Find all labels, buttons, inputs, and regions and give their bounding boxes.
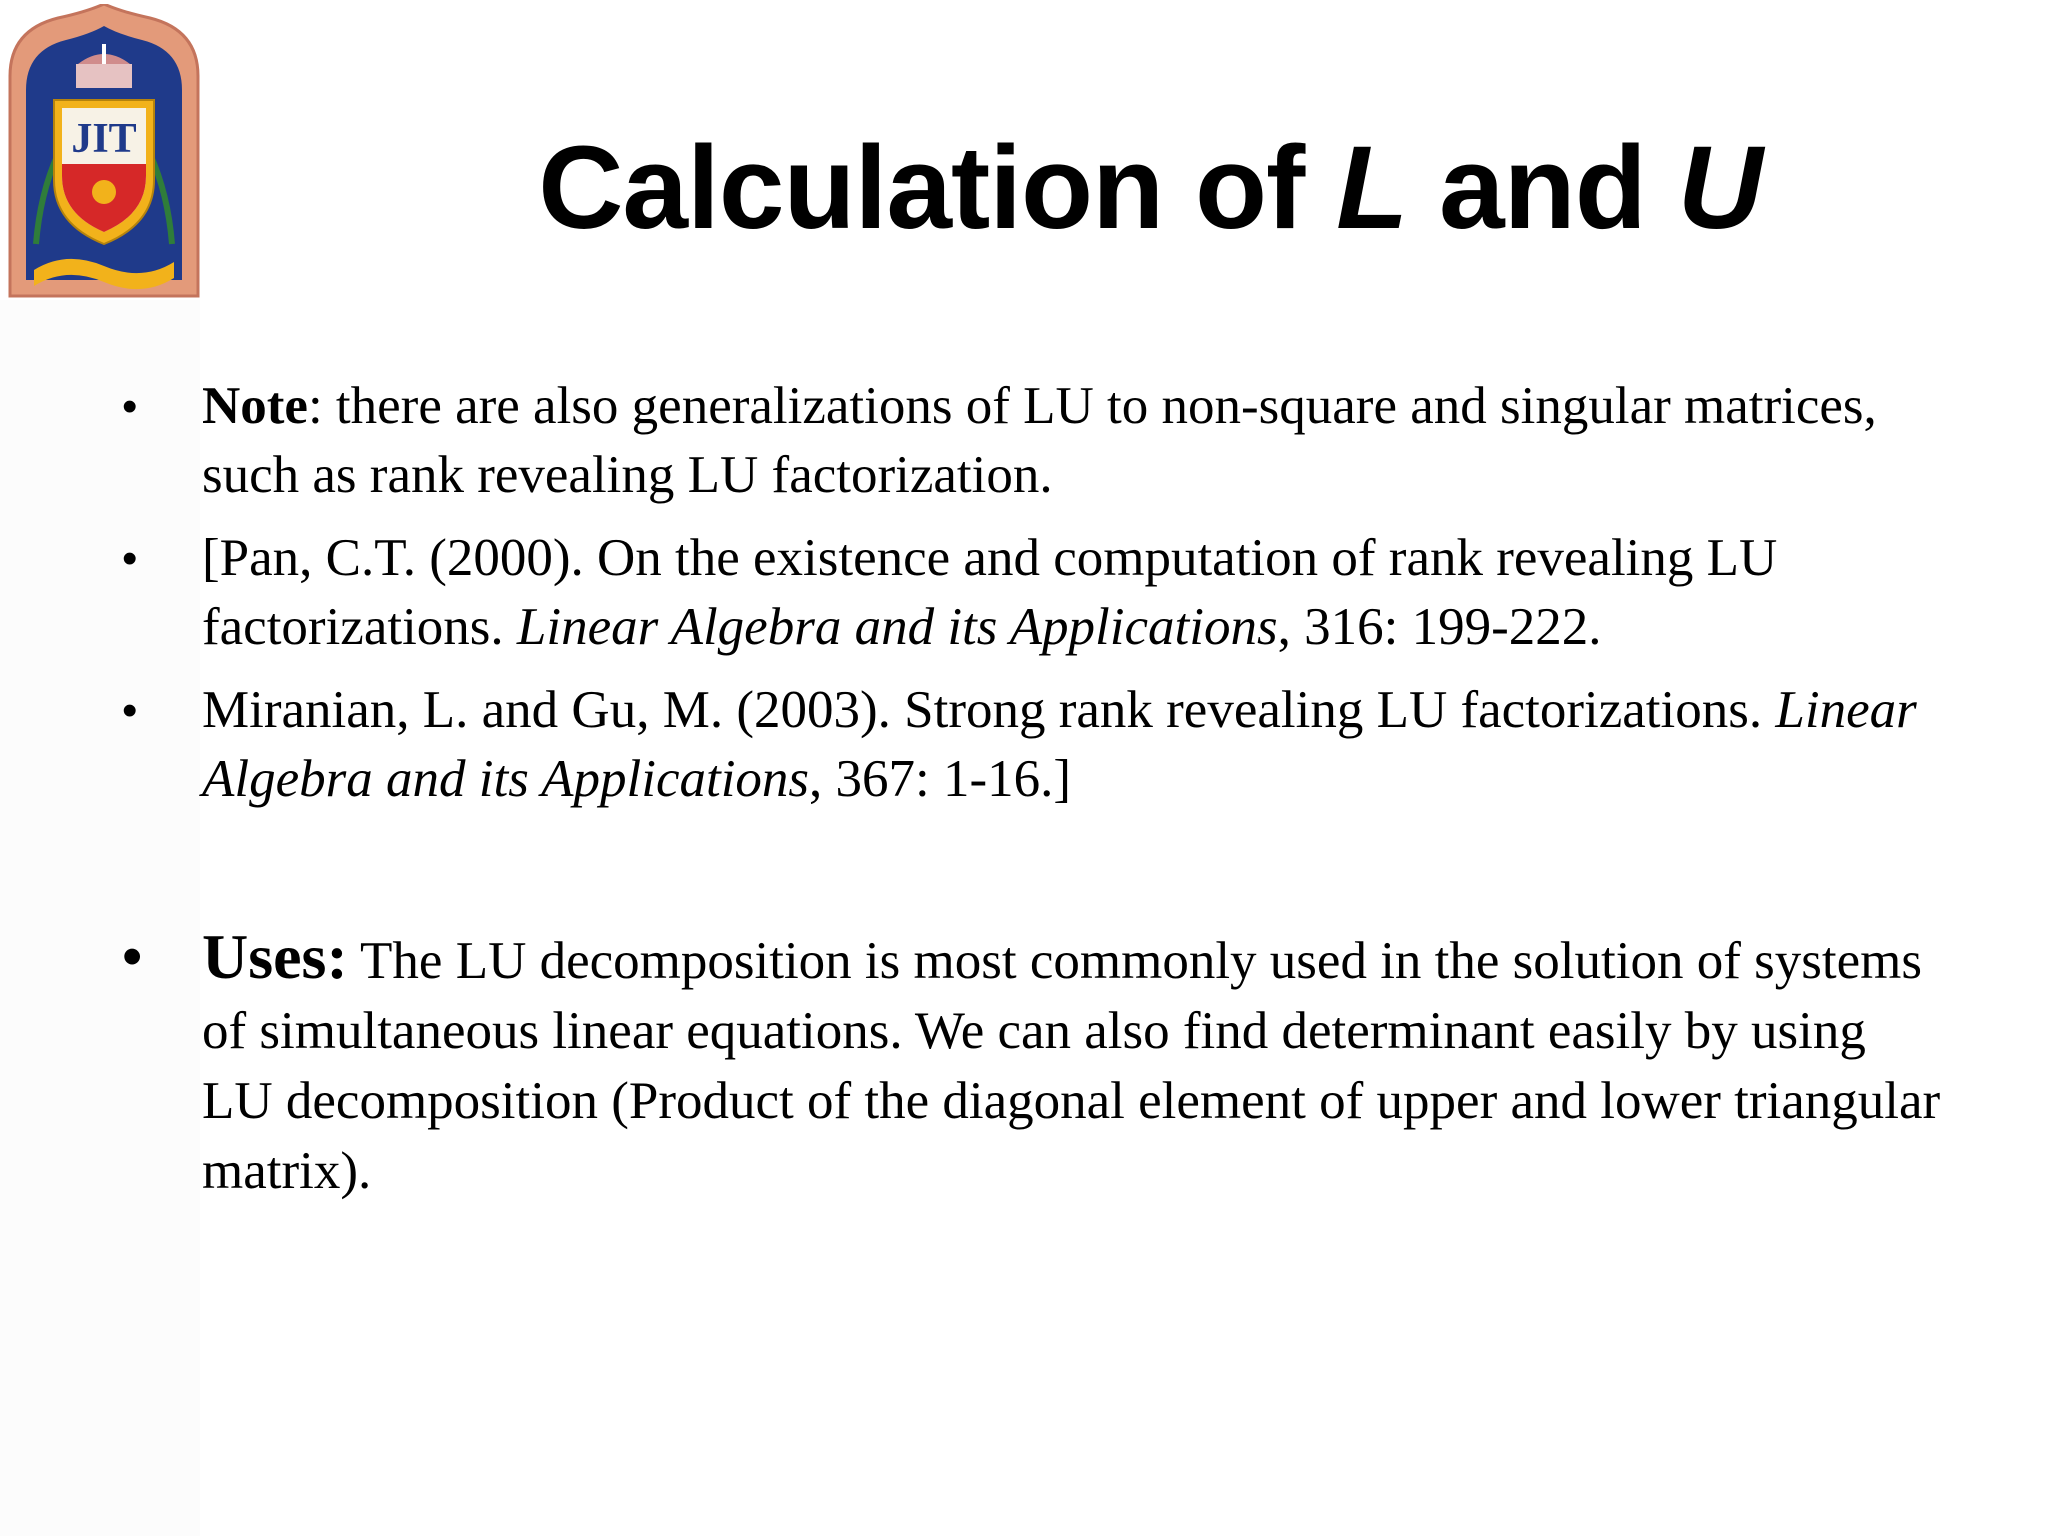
- bullet-uses: [122, 922, 1942, 1206]
- uses-label: Uses:: [202, 921, 348, 992]
- logo-lettering: JIT: [71, 116, 137, 162]
- bullet-reference-pan: [122, 524, 1942, 662]
- reference-miranian-journal: Linear Algebra and its Applications: [202, 681, 1917, 808]
- bullet-reference-miranian: [122, 676, 1942, 814]
- bullet-dot: •: [122, 924, 143, 989]
- note-text: : there are also generalizations of LU to non-square and singular matrices, such as rank revealing LU factorization.: [202, 377, 1877, 504]
- slide-title: [400, 118, 1900, 258]
- college-logo-icon: [6, 4, 202, 300]
- reference-miranian-pages: , 367: 1-16.]: [809, 750, 1072, 808]
- bullet-dot: •: [122, 382, 138, 431]
- reference-pan-pages: , 316: 199-222.: [1277, 598, 1602, 656]
- reference-pan-text: [Pan, C.T. (2000). On the existence and computation of rank revealing LU factorizations.: [202, 529, 1778, 656]
- note-label: Note: [202, 377, 308, 435]
- title-var-l: L: [1336, 122, 1408, 254]
- uses-text: The LU decomposition is most commonly used in the solution of systems of simultaneous linear equations. We can also find determinant easily by using LU decomposition (Product of the diagonal element of upper and lower triangular matrix).: [202, 932, 1941, 1200]
- title-middle: and: [1407, 122, 1678, 254]
- bullet-note: [122, 372, 1942, 510]
- reference-pan-journal: Linear Algebra and its Applications: [516, 598, 1278, 656]
- title-prefix: Calculation of: [538, 122, 1337, 254]
- reference-miranian-text: Miranian, L. and Gu, M. (2003). Strong rank revealing LU factorizations.: [202, 681, 1776, 739]
- title-var-u: U: [1677, 122, 1762, 254]
- bullet-dot: •: [122, 686, 138, 735]
- bullet-dot: •: [122, 534, 138, 583]
- bullet-list: [122, 372, 1942, 1220]
